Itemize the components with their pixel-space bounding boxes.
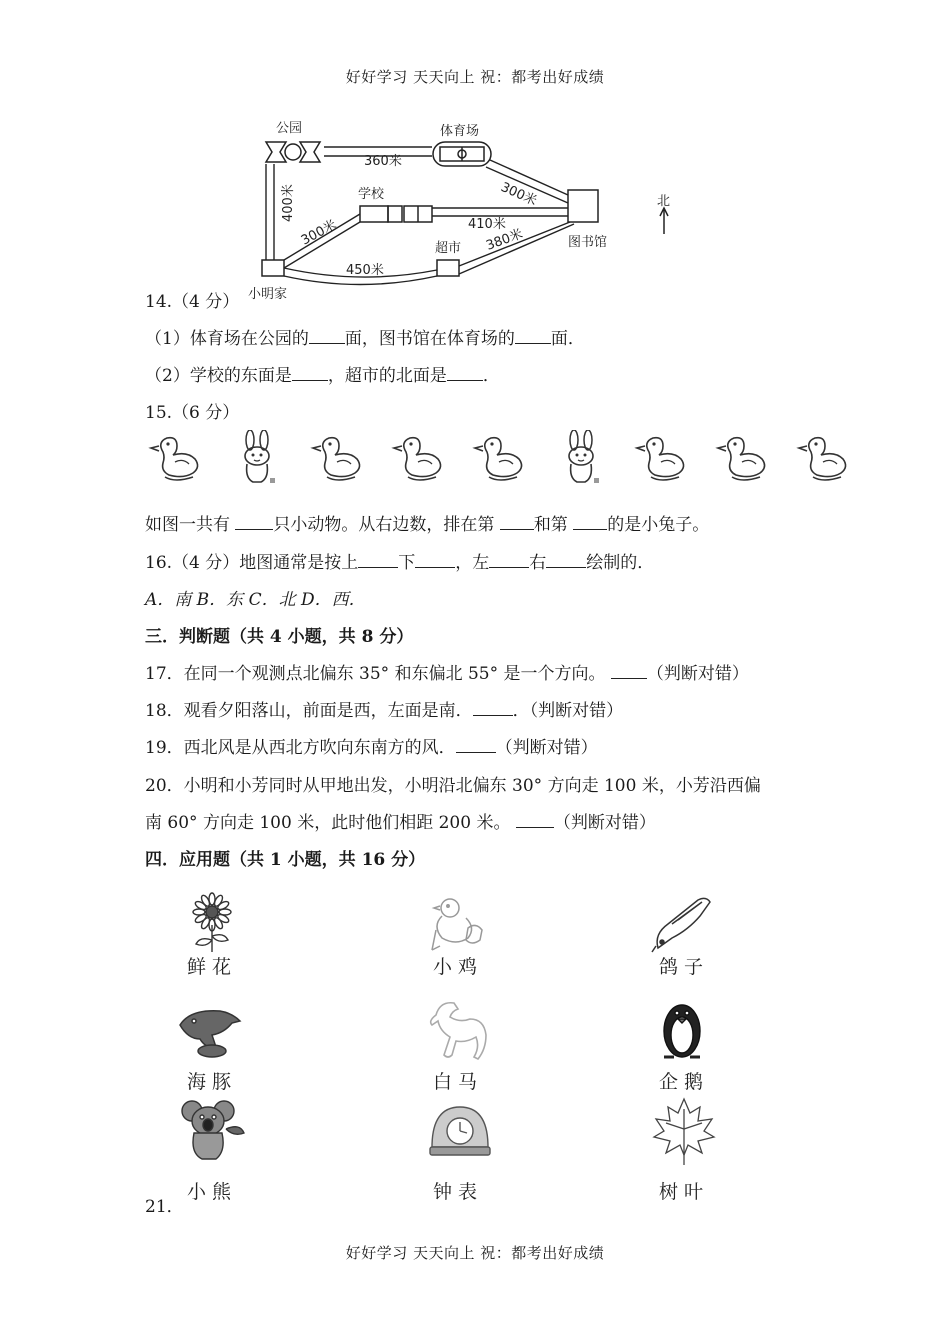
q14-title: 14.（4 分） <box>145 292 240 312</box>
horse-icon <box>418 995 498 1065</box>
answer-blank[interactable] <box>415 553 455 568</box>
page-footer: 好好学习 天天向上 祝：都考出好成绩 <box>345 1244 605 1262</box>
pigeon-icon <box>644 890 724 960</box>
roads <box>266 147 574 285</box>
section3-title: 三．判断题（共 4 小题，共 8 分） <box>145 627 414 647</box>
picture-caption: 鲜花 <box>186 956 237 978</box>
answer-blank[interactable] <box>500 515 534 530</box>
duck-icon <box>469 430 529 494</box>
dist-home-market: 450米 <box>346 263 384 278</box>
dist-home-school: 300米 <box>298 217 340 249</box>
q16-text: 16.（4 分）地图通常是按上 下 ，左 右 绘制的． <box>145 553 655 573</box>
page-header: 好好学习 天天向上 祝：都考出好成绩 <box>345 68 605 86</box>
dolphin-icon <box>172 995 252 1065</box>
q14-part1: （1）体育场在公园的 面，图书馆在体育场的 面． <box>145 329 585 349</box>
answer-blank[interactable] <box>573 515 607 530</box>
dist-park-home: 400米 <box>281 184 296 222</box>
answer-blank[interactable] <box>235 515 273 530</box>
picture-caption: 小鸡 <box>432 956 483 978</box>
duck-icon <box>712 430 772 494</box>
dist-school-library: 410米 <box>468 217 506 232</box>
map-label-market: 超市 <box>435 241 462 256</box>
dist-park-stadium: 360米 <box>364 154 402 169</box>
picture-caption: 企鹅 <box>658 1071 709 1093</box>
answer-blank[interactable] <box>546 553 586 568</box>
q15-text: 如图一共有 只小动物。从右边数，排在第 和第 的是小兔子。 <box>145 515 710 535</box>
q19: 19．西北风是从西北方吹向东南方的风． （判断对错） <box>145 738 598 758</box>
answer-blank[interactable] <box>447 366 483 381</box>
clock-icon <box>418 1095 498 1165</box>
answer-blank[interactable] <box>456 738 496 753</box>
map-label-school: 学校 <box>358 187 385 202</box>
dist-market-library: 380米 <box>484 226 525 254</box>
answer-blank[interactable] <box>292 366 328 381</box>
duck-icon <box>388 430 448 494</box>
rabbit-icon <box>226 430 286 494</box>
answer-blank[interactable] <box>358 553 398 568</box>
q14-part2: （2）学校的东面是 ，超市的北面是 ． <box>145 366 500 386</box>
answer-blank[interactable] <box>516 813 554 828</box>
penguin-icon <box>644 995 724 1065</box>
picture-caption: 鸽子 <box>658 956 709 978</box>
answer-blank[interactable] <box>309 329 345 344</box>
rabbit-icon <box>550 430 610 494</box>
map-label-library: 图书馆 <box>568 235 608 250</box>
answer-blank[interactable] <box>473 701 513 716</box>
q17: 17．在同一个观测点北偏东 35° 和东偏北 55° 是一个方向。 （判断对错） <box>145 664 749 684</box>
park-icon <box>266 142 320 162</box>
answer-blank[interactable] <box>515 329 551 344</box>
picture-caption: 树叶 <box>658 1181 709 1203</box>
map-label-stadium: 体育场 <box>440 124 480 139</box>
market-icon <box>437 260 459 276</box>
stadium-icon <box>433 142 491 166</box>
map-diagram <box>240 110 700 310</box>
q20-line2: 南 60° 方向走 100 米，此时他们相距 200 米。 （判断对错） <box>145 813 656 833</box>
map-label-home: 小明家 <box>248 287 288 302</box>
q15-title: 15.（6 分） <box>145 403 240 423</box>
north-label: 北 <box>657 194 671 209</box>
q18: 18．观看夕阳落山，前面是西，左面是南． ．（判断对错） <box>145 701 624 721</box>
picture-caption: 小熊 <box>186 1181 237 1203</box>
answer-blank[interactable] <box>611 664 647 679</box>
home-icon <box>262 260 284 276</box>
picture-caption: 白马 <box>432 1071 483 1093</box>
leaf-icon <box>644 1095 724 1165</box>
q20-line1: 20．小明和小芳同时从甲地出发，小明沿北偏东 30° 方向走 100 米，小芳沿西偏 <box>145 776 761 796</box>
duck-icon <box>307 430 367 494</box>
chick-icon <box>418 890 498 960</box>
section4-title: 四．应用题（共 1 小题，共 16 分） <box>145 850 426 870</box>
animal-row <box>145 430 865 496</box>
school-icon <box>360 206 432 222</box>
q16-options: A．南 B．东 C．北 D．西． <box>145 590 366 610</box>
flower-icon <box>172 890 252 960</box>
picture-caption: 海豚 <box>186 1071 237 1093</box>
library-icon <box>568 190 598 222</box>
picture-caption: 钟表 <box>432 1181 483 1203</box>
answer-blank[interactable] <box>489 553 529 568</box>
duck-icon <box>145 430 205 494</box>
koala-icon <box>172 1095 252 1165</box>
dist-stadium-library: 300米 <box>498 179 540 210</box>
north-arrow-icon <box>660 208 668 234</box>
duck-icon <box>631 430 691 494</box>
q21-number: 21． <box>145 1197 184 1217</box>
duck-icon <box>793 430 853 494</box>
map-label-park: 公园 <box>276 121 303 136</box>
